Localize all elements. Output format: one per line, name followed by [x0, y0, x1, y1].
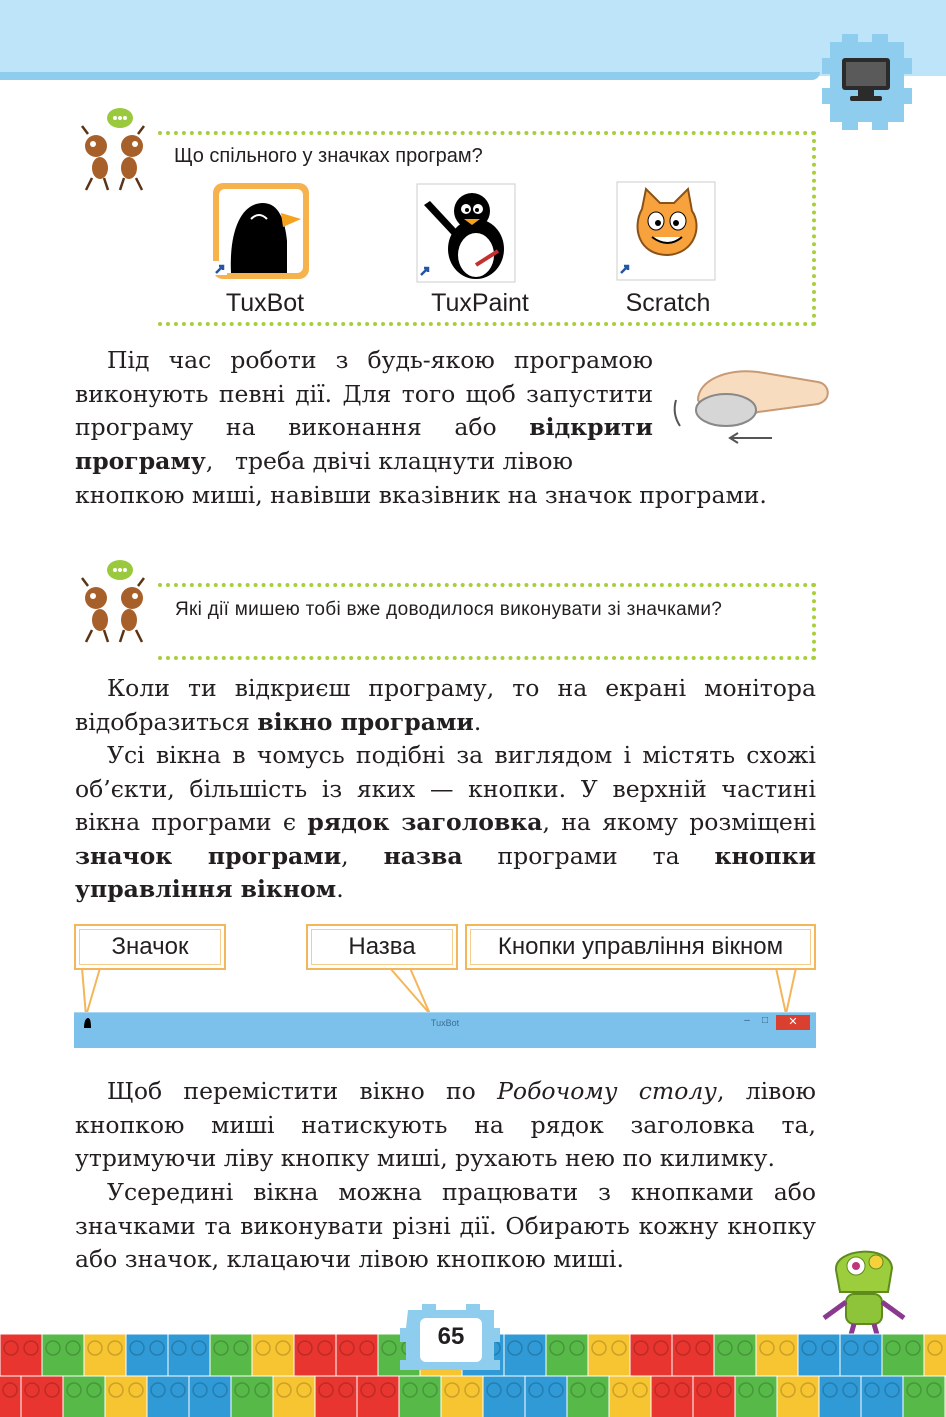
- app-label-scratch: Scratch: [625, 289, 711, 317]
- window-title: TuxBot: [430, 1018, 460, 1028]
- robot-mascot-icon: [816, 1240, 916, 1340]
- app-label-tuxpaint: TuxPaint: [431, 289, 529, 317]
- callout-window-buttons: Кнопки управління вікном: [465, 924, 816, 970]
- page-number: 65: [437, 1323, 465, 1350]
- top-banner: [0, 0, 946, 76]
- callout-icon: Значок: [74, 924, 226, 970]
- ants-mascot-icon: [74, 104, 158, 194]
- minimize-button[interactable]: –: [744, 1015, 750, 1026]
- paragraph-open-program-cont1: треба двічі клацнути лівою: [235, 447, 573, 475]
- paragraph-window: Коли ти відкриєш програму, то на екрані монітора відобразиться вікно програми.: [75, 674, 816, 736]
- top-banner-edge: [0, 72, 820, 80]
- close-button[interactable]: ✕: [776, 1015, 810, 1030]
- paragraph-window-parts: Усі вікна в чомусь подібні за виглядом і містять схожі об’єкти, більшість із яких — кнопки. У верхній частині вікна програми є рядок заголовка, на якому розміщені значок програми, назва програми та кнопки управління вікном.: [75, 741, 816, 903]
- tuxpaint-penguin-icon[interactable]: [416, 183, 516, 283]
- ants-mascot-icon: [74, 556, 158, 646]
- paragraph-open-program: Під час роботи з будь-якою програмою виконують певні дії. Для того щоб запустити програму на виконання або відкрити програму,: [75, 346, 653, 475]
- question-1-text: Що спільного у значках програм?: [174, 145, 483, 167]
- monitor-icon: [812, 30, 922, 135]
- scratch-cat-icon[interactable]: [616, 181, 716, 281]
- callout-name: Назва: [306, 924, 458, 970]
- maximize-button[interactable]: □: [761, 1015, 769, 1026]
- window-title-bar[interactable]: [74, 1012, 816, 1048]
- hand-on-mouse-icon: [668, 360, 834, 450]
- question-2-text: Які дії мишею тобі вже доводилося виконувати зі значками?: [175, 599, 723, 620]
- paragraph-move-window: Щоб перемістити вікно по Робочому столу, лівою кнопкою миші натискують на рядок заголовка та, утримуючи ліву кнопку миші, рухають нею по килимку.: [75, 1077, 816, 1172]
- paragraph-inside-window: Усередині вікна можна працювати з кнопками або значками та виконувати різні дії. Обирають кожну кнопку або значок, клацаючи лівою кнопкою миші.: [75, 1178, 816, 1273]
- paragraph-open-program-cont2: кнопкою миші, навівши вказівник на значок програми.: [75, 481, 767, 509]
- app-label-tuxbot: TuxBot: [225, 289, 305, 317]
- tuxbot-penguin-icon[interactable]: [211, 181, 311, 281]
